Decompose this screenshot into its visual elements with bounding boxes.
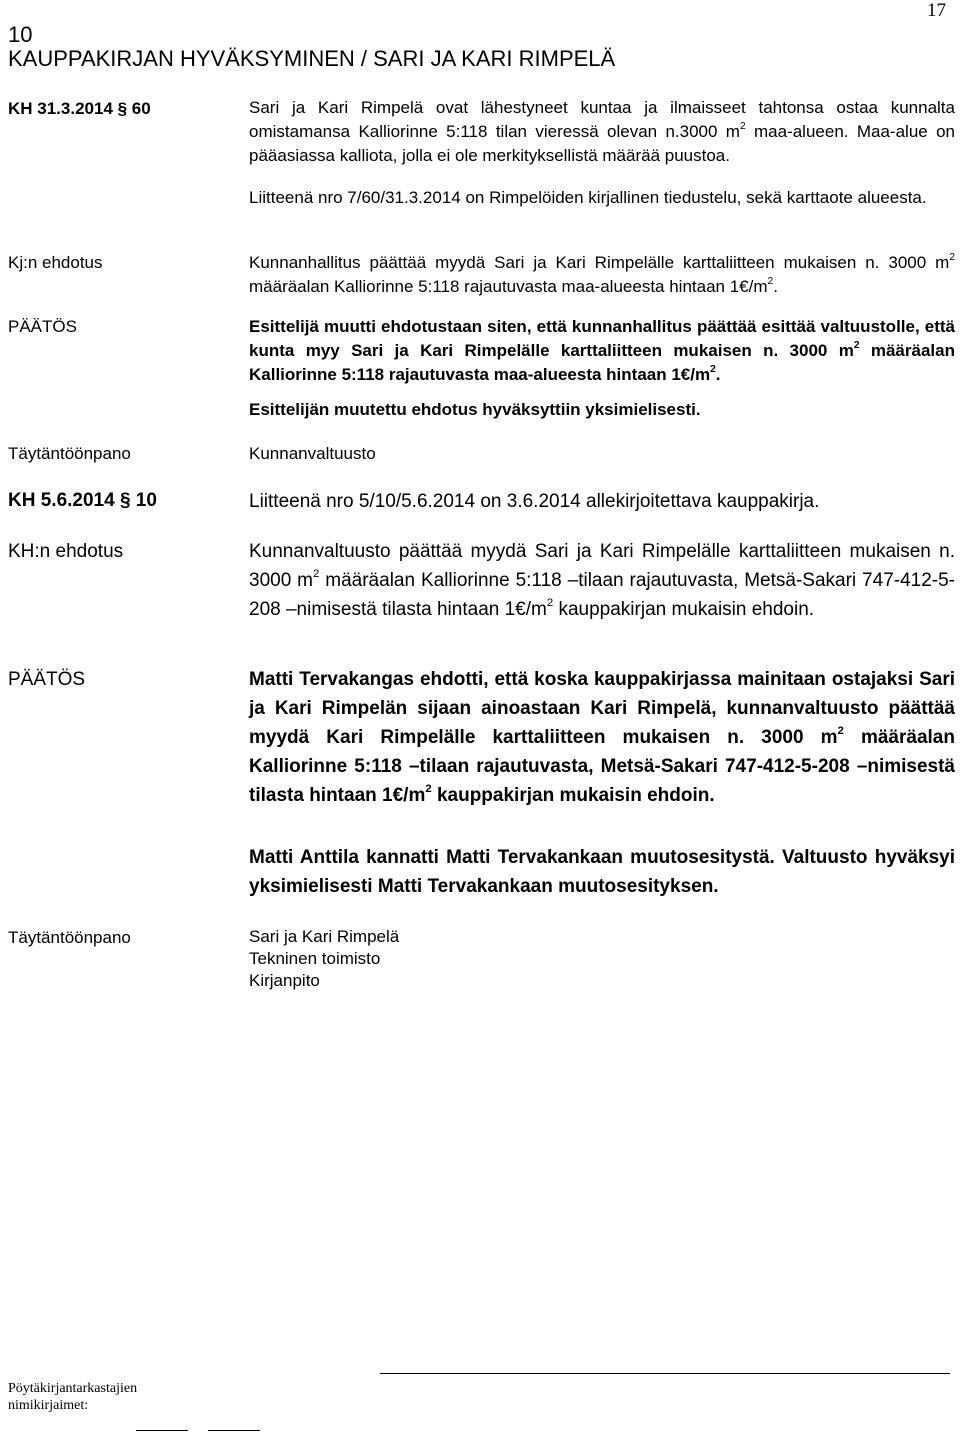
proposal-text-1: Kunnanhallitus päättää myydä Sari ja Kari Rimpelälle karttaliitteen mukaisen n. 3000 $m^2$ määräalan Kalliorinne 5:118 rajautuvasta maa-alueesta hintaan $1€/m^2$. [249,251,955,296]
execution-recipient-1 [249,442,955,466]
proposal-paragraph-2 [249,537,955,624]
intro-paragraph [249,96,955,168]
execution-label-2: Täytäntöönpano [8,928,131,947]
execution-text-1: Kunnanvaltuusto [249,444,376,463]
intro-text-2: Liitteenä nro 7/60/31.3.2014 on Rimpelöiden kirjallinen tiedustelu, sekä karttaote alueesta. [249,188,927,207]
decision-paragraph-1 [249,315,955,387]
decision-text-2a: Matti Tervakangas ehdotti, että koska kauppakirjassa mainitaan ostajaksi Sari ja Kari Rimpelän sijaan ainoastaan Kari Rimpelä, kunnanvaltuusto päättää myydä Kari Rimpelälle karttaliitteen mukaisen n. 3000 $m^2$ määräalan Kalliorinne 5:118 –tilaan rajautuvasta, Metsä-Sakari 747-412-5-208 –nimisestä tilasta hintaan $1€/m^2$ kauppakirjan mukaisin ehdoin. [249,669,955,806]
proposal-paragraph-1 [249,251,955,299]
decision-paragraph-2 [249,665,955,810]
meeting-ref-2: KH 5.6.2014 § 10 [8,490,157,511]
execution-recipients-2 [249,926,399,992]
decision-label-2: PÄÄTÖS [8,669,86,690]
meeting-ref-1: KH 31.3.2014 § 60 [8,99,151,118]
section-number: 10 [8,22,33,47]
initials-line-1 [136,1430,188,1431]
decision-note [249,398,955,422]
footer-divider [380,1373,950,1374]
section-title: KAUPPAKIRJAN HYVÄKSYMINEN / SARI JA KARI RIMPELÄ [8,46,616,71]
recipient-2: Tekninen toimisto [249,949,381,968]
decision-label-1: PÄÄTÖS [8,317,77,336]
decision-paragraph-3 [249,843,955,901]
proposal-label-1: Kj:n ehdotus [8,253,103,272]
decision-text-1: Esittelijä muutti ehdotustaan siten, että kunnanhallitus päättää esittää valtuustolle, että kunta myy Sari ja Kari Rimpelälle karttaliitteen mukaisen n. 3000 $m^2$ määräalan Kalliorinne 5:118 rajautuvasta maa-alueesta hintaan $1€/m^2$. [249,317,955,384]
recipient-1: Sari ja Kari Rimpelä [249,927,400,946]
intro-text-1: Sari ja Kari Rimpelä ovat lähestyneet kuntaa ja ilmaisseet tahtonsa ostaa kunnalta omistamansa Kalliorinne 5:118 tilan vieressä olevan n.3000 $m^2$ maa-alueen. Maa-alue on pääasiassa kalliota, jolla ei ole merkityksellistä määrää puustoa. [249,98,955,165]
execution-label-1: Täytäntöönpano [8,444,131,463]
attachment-paragraph-1 [249,186,955,210]
decision-note-text: Esittelijän muutettu ehdotus hyväksyttiin yksimielisesti. [249,400,701,419]
proposal-text-2: Kunnanvaltuusto päättää myydä Sari ja Kari Rimpelälle karttaliitteen mukaisen n. 3000 $m^2$ määräalan Kalliorinne 5:118 –tilaan rajautuvasta, Metsä-Sakari 747-412-5-208 –nimisestä tilasta hintaan $1€/m^2$ kauppakirjan mukaisin ehdoin. [249,541,956,620]
initials-line-2 [208,1430,260,1431]
attachment-text-2: Liitteenä nro 5/10/5.6.2014 on 3.6.2014 allekirjoitettava kauppakirja. [249,491,820,512]
recipient-3: Kirjanpito [249,971,320,990]
attachment-paragraph-2 [249,487,955,516]
footer-label-1: Pöytäkirjantarkastajien [8,1381,138,1396]
page-number: 17 [927,0,946,21]
proposal-label-2: KH:n ehdotus [8,541,124,562]
footer-label-2: nimikirjaimet: [8,1398,89,1413]
decision-text-2b: Matti Anttila kannatti Matti Tervakankaan muutosesitystä. Valtuusto hyväksyi yksimielisesti Matti Tervakankaan muutosesityksen. [249,847,955,897]
